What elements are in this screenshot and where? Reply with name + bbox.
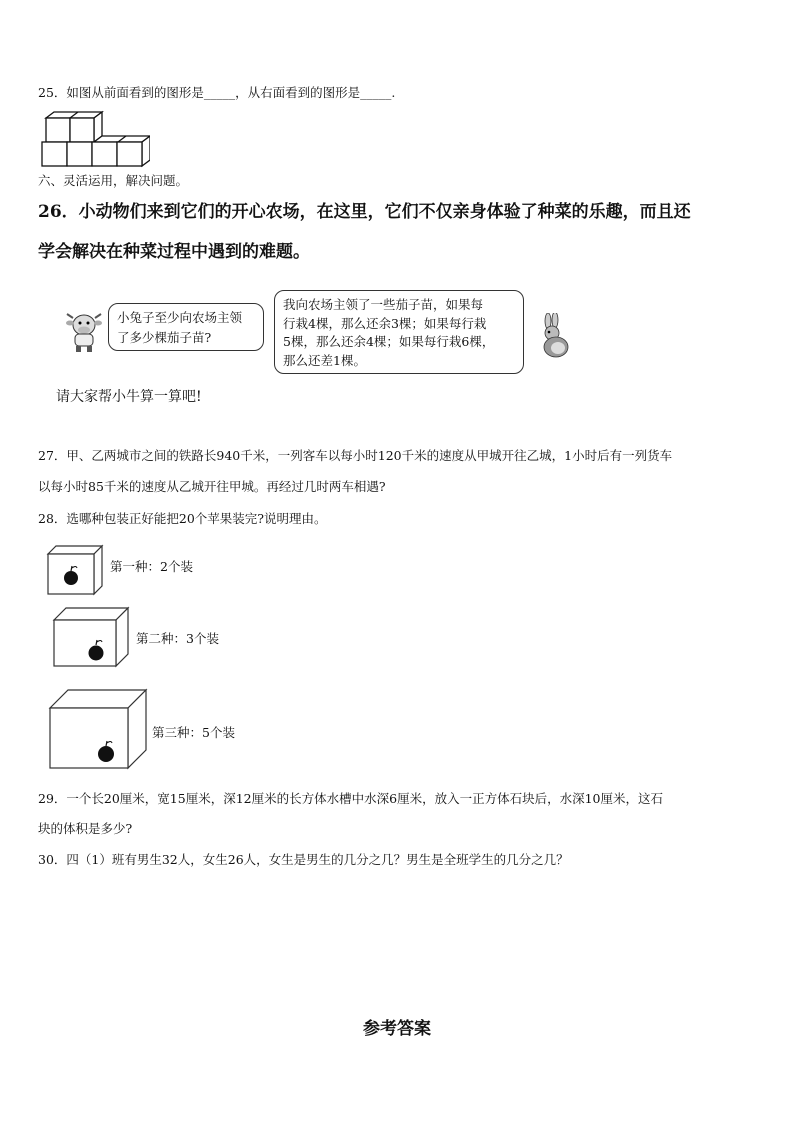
- rabbit-bubble-line: 行栽4棵，那么还余3棵；如果每行栽: [283, 315, 487, 331]
- cow-icon: [64, 311, 104, 353]
- q27-line1: 27．甲、乙两城市之间的铁路长940千米，一列客车以每小时120千米的速度从甲城开往乙城，1小时后有一列货车: [38, 448, 673, 463]
- box-icon: [46, 544, 106, 596]
- cube-stack-icon: [40, 110, 150, 170]
- section-title: 六、灵活运用，解决问题。: [38, 173, 189, 188]
- box-option-2: 第二种：3个装: [136, 631, 219, 646]
- box-option-3: 第三种：5个装: [152, 725, 235, 740]
- answer-title: 参考答案: [363, 1019, 431, 1039]
- cow-bubble-line: 小兔子至少向农场主领: [117, 310, 243, 325]
- rabbit-bubble-line: 那么还差1棵。: [283, 352, 366, 368]
- rabbit-speech-bubble: [274, 290, 524, 374]
- q30-text: 30．四（1）班有男生32人，女生26人，女生是男生的几分之几？男生是全班学生的几分之几？: [38, 852, 569, 867]
- box-icon: [48, 688, 148, 770]
- box-icon: [52, 606, 132, 668]
- q25-text: 25．如图从前面看到的图形是_____，从右面看到的图形是_____.: [38, 85, 396, 100]
- q27-line2: 以每小时85千米的速度从乙城开往甲城。再经过几时两车相遇?: [38, 479, 386, 494]
- rabbit-bubble-line: 我向农场主领了一些茄子苗，如果每: [283, 297, 484, 312]
- q26-line2: 学会解决在种菜过程中遇到的难题。: [38, 242, 310, 262]
- q28-text: 28．选哪种包装正好能把20个苹果装完?说明理由。: [38, 511, 327, 526]
- rabbit-icon: [536, 313, 572, 359]
- q29-line2: 块的体积是多少?: [38, 821, 133, 836]
- q26-prompt: 请大家帮小牛算一算吧!: [56, 389, 202, 405]
- box-option-1: 第一种：2个装: [110, 559, 193, 574]
- q26-line1: 26．小动物们来到它们的开心农场，在这里，它们不仅亲身体验了种菜的乐趣，而且还: [38, 202, 691, 222]
- cow-bubble-line: 了多少棵茄子苗?: [117, 330, 212, 345]
- rabbit-bubble-line: 5棵，那么还余4棵；如果每行栽6棵，: [283, 334, 495, 349]
- q29-line1: 29．一个长20厘米，宽15厘米，深12厘米的长方体水槽中水深6厘米，放入一正方体石块后，水深10厘米，这石: [38, 791, 663, 806]
- cow-speech-bubble: [108, 303, 264, 351]
